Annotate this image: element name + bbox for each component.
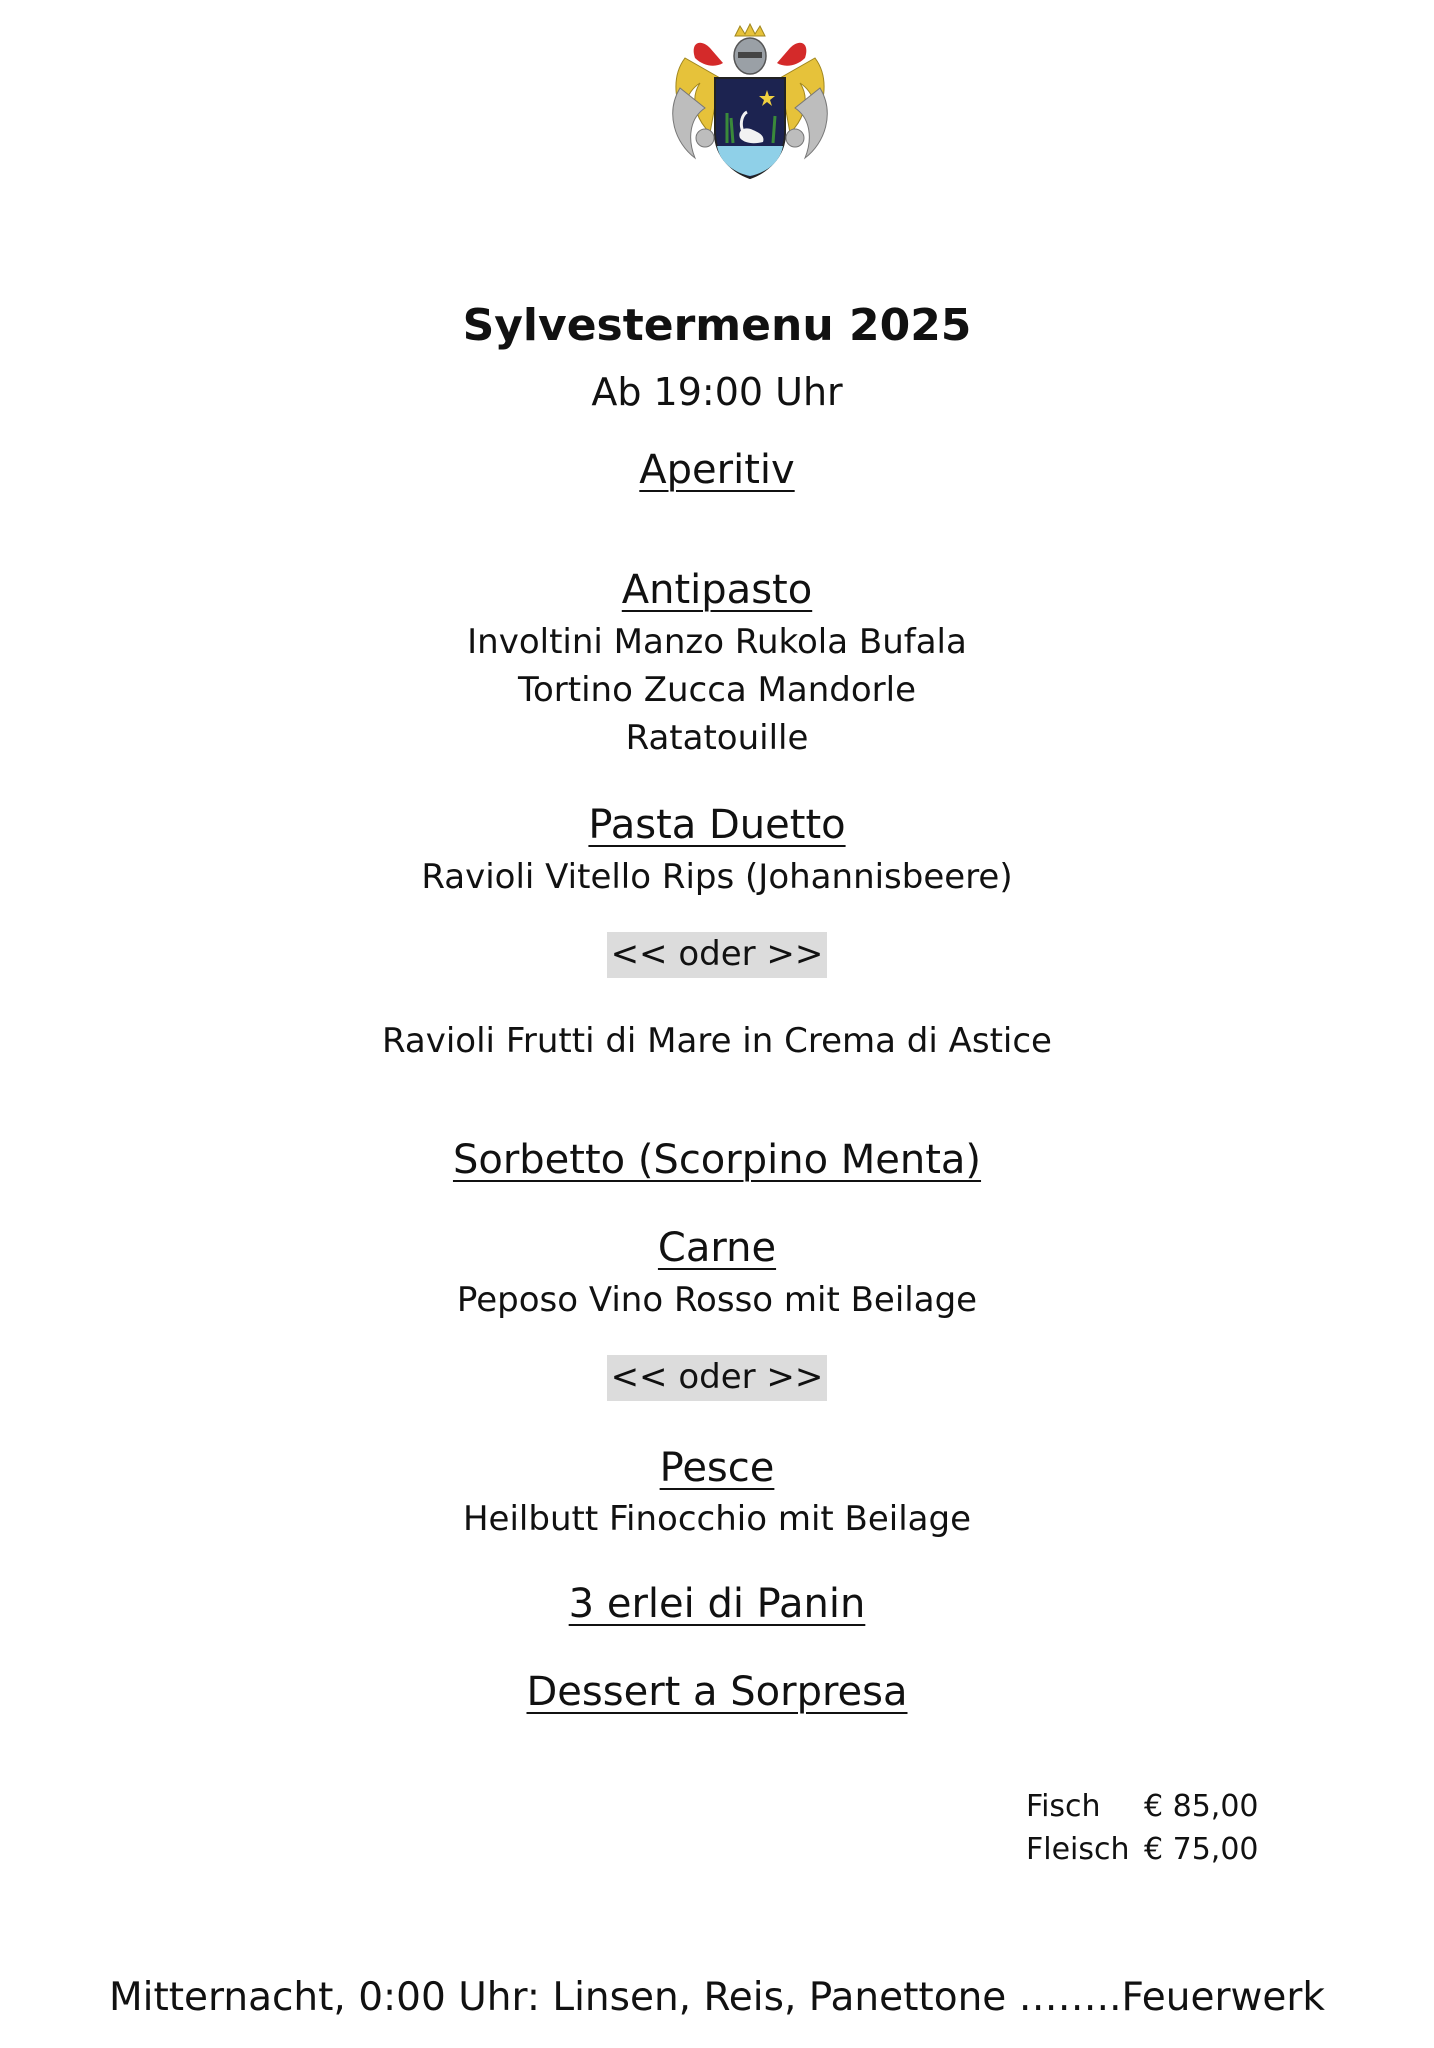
heading-aperitiv: Aperitiv xyxy=(639,447,795,493)
price-row xyxy=(1026,1785,1259,1828)
heading-pesce: Pesce xyxy=(659,1445,775,1491)
pesce-item: Heilbutt Finocchio mit Beilage xyxy=(462,1499,972,1539)
heading-dessert: Dessert a Sorpresa xyxy=(526,1669,908,1715)
price-list xyxy=(1026,1785,1259,1871)
antipasto-item: Tortino Zucca Mandorle xyxy=(517,670,917,710)
heading-pasta-duetto: Pasta Duetto xyxy=(588,802,846,848)
price-label: Fleisch xyxy=(1026,1832,1130,1867)
or-label: << oder >> xyxy=(607,932,828,978)
heading-antipasto: Antipasto xyxy=(621,567,813,613)
price-value: € 85,00 xyxy=(1144,1789,1259,1824)
menu-title: Sylvestermenu 2025 xyxy=(462,300,972,351)
pasta-or-divider xyxy=(0,932,1434,978)
main-or-divider xyxy=(0,1355,1434,1401)
pasta-option-1: Ravioli Vitello Rips (Johannisbeere) xyxy=(421,857,1013,897)
menu-subtitle: Ab 19:00 Uhr xyxy=(591,370,843,414)
price-row xyxy=(1026,1828,1259,1871)
heading-sorbetto: Sorbetto (Scorpino Menta) xyxy=(452,1137,982,1183)
or-label: << oder >> xyxy=(607,1355,828,1401)
pasta-option-2: Ravioli Frutti di Mare in Crema di Astice xyxy=(382,1021,1052,1061)
price-value: € 75,00 xyxy=(1144,1832,1259,1867)
antipasto-item: Involtini Manzo Rukola Bufala xyxy=(467,622,967,662)
antipasto-item: Ratatouille xyxy=(625,718,809,758)
heading-carne: Carne xyxy=(657,1225,777,1271)
price-label: Fisch xyxy=(1026,1789,1101,1824)
footer-note: Mitternacht, 0:00 Uhr: Linsen, Reis, Panettone ……..Feuerwerk xyxy=(108,1975,1326,2020)
coat-of-arms-logo xyxy=(665,18,835,188)
heading-panin: 3 erlei di Panin xyxy=(568,1581,866,1627)
carne-item: Peposo Vino Rosso mit Beilage xyxy=(456,1280,978,1320)
